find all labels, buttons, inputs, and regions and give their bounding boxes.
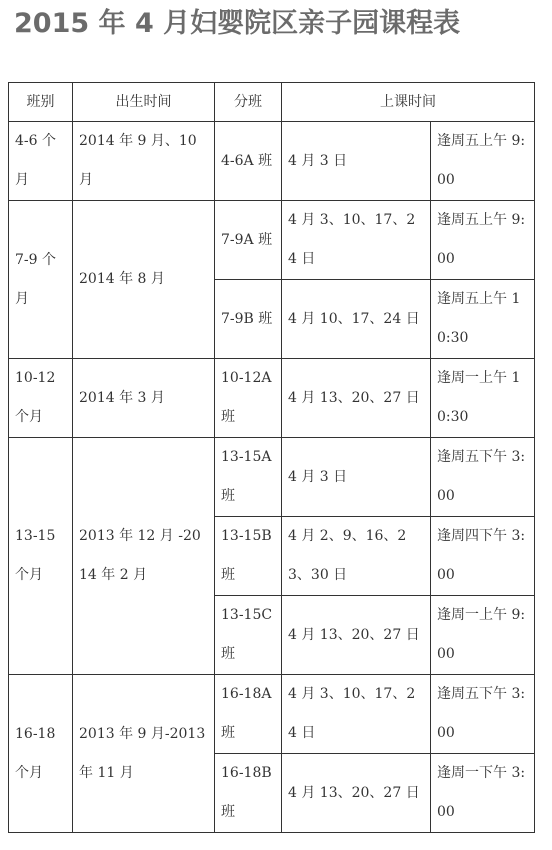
birth-cell: 2014 年 9 月、10 月 (73, 122, 215, 201)
dates-cell: 4 月 10、17、24 日 (282, 280, 431, 359)
time-cell: 逢周一下午 3:00 (431, 754, 535, 833)
time-cell: 逢周五下午 3:00 (431, 438, 535, 517)
dates-cell: 4 月 2、9、16、23、30 日 (282, 517, 431, 596)
group-cell: 4-6 个月 (9, 122, 73, 201)
class-cell: 4-6A 班 (215, 122, 282, 201)
class-cell: 7-9B 班 (215, 280, 282, 359)
time-cell: 逢周一上午 9:00 (431, 596, 535, 675)
time-cell: 逢周一上午 10:30 (431, 359, 535, 438)
table-header-row (9, 83, 535, 122)
header-group: 班别 (9, 83, 73, 122)
table-row (9, 201, 535, 280)
time-cell: 逢周五上午 9:00 (431, 201, 535, 280)
header-class: 分班 (215, 83, 282, 122)
group-cell: 16-18 个月 (9, 675, 73, 833)
class-cell: 16-18B 班 (215, 754, 282, 833)
class-cell: 13-15C 班 (215, 596, 282, 675)
page-title: 2015 年 4 月妇婴院区亲子园课程表 (14, 8, 461, 39)
table-row (9, 438, 535, 517)
birth-cell: 2013 年 9 月-2013 年 11 月 (73, 675, 215, 833)
dates-cell: 4 月 13、20、27 日 (282, 359, 431, 438)
course-schedule-table (8, 82, 535, 833)
class-cell: 13-15A 班 (215, 438, 282, 517)
class-cell: 13-15B 班 (215, 517, 282, 596)
time-cell: 逢周五上午 10:30 (431, 280, 535, 359)
dates-cell: 4 月 3、10、17、24 日 (282, 675, 431, 754)
birth-cell: 2014 年 8 月 (73, 201, 215, 359)
time-cell: 逢周五上午 9:00 (431, 122, 535, 201)
group-cell: 10-12 个月 (9, 359, 73, 438)
group-cell: 13-15 个月 (9, 438, 73, 675)
class-cell: 16-18A 班 (215, 675, 282, 754)
header-birth-time: 出生时间 (73, 83, 215, 122)
dates-cell: 4 月 3 日 (282, 438, 431, 517)
group-cell: 7-9 个月 (9, 201, 73, 359)
dates-cell: 4 月 3、10、17、24 日 (282, 201, 431, 280)
time-cell: 逢周五下午 3:00 (431, 675, 535, 754)
dates-cell: 4 月 13、20、27 日 (282, 596, 431, 675)
class-cell: 7-9A 班 (215, 201, 282, 280)
class-cell: 10-12A 班 (215, 359, 282, 438)
table-row (9, 359, 535, 438)
dates-cell: 4 月 13、20、27 日 (282, 754, 431, 833)
table-row (9, 675, 535, 754)
birth-cell: 2013 年 12 月 -2014 年 2 月 (73, 438, 215, 675)
header-class-time: 上课时间 (282, 83, 535, 122)
table-row (9, 122, 535, 201)
time-cell: 逢周四下午 3:00 (431, 517, 535, 596)
birth-cell: 2014 年 3 月 (73, 359, 215, 438)
dates-cell: 4 月 3 日 (282, 122, 431, 201)
